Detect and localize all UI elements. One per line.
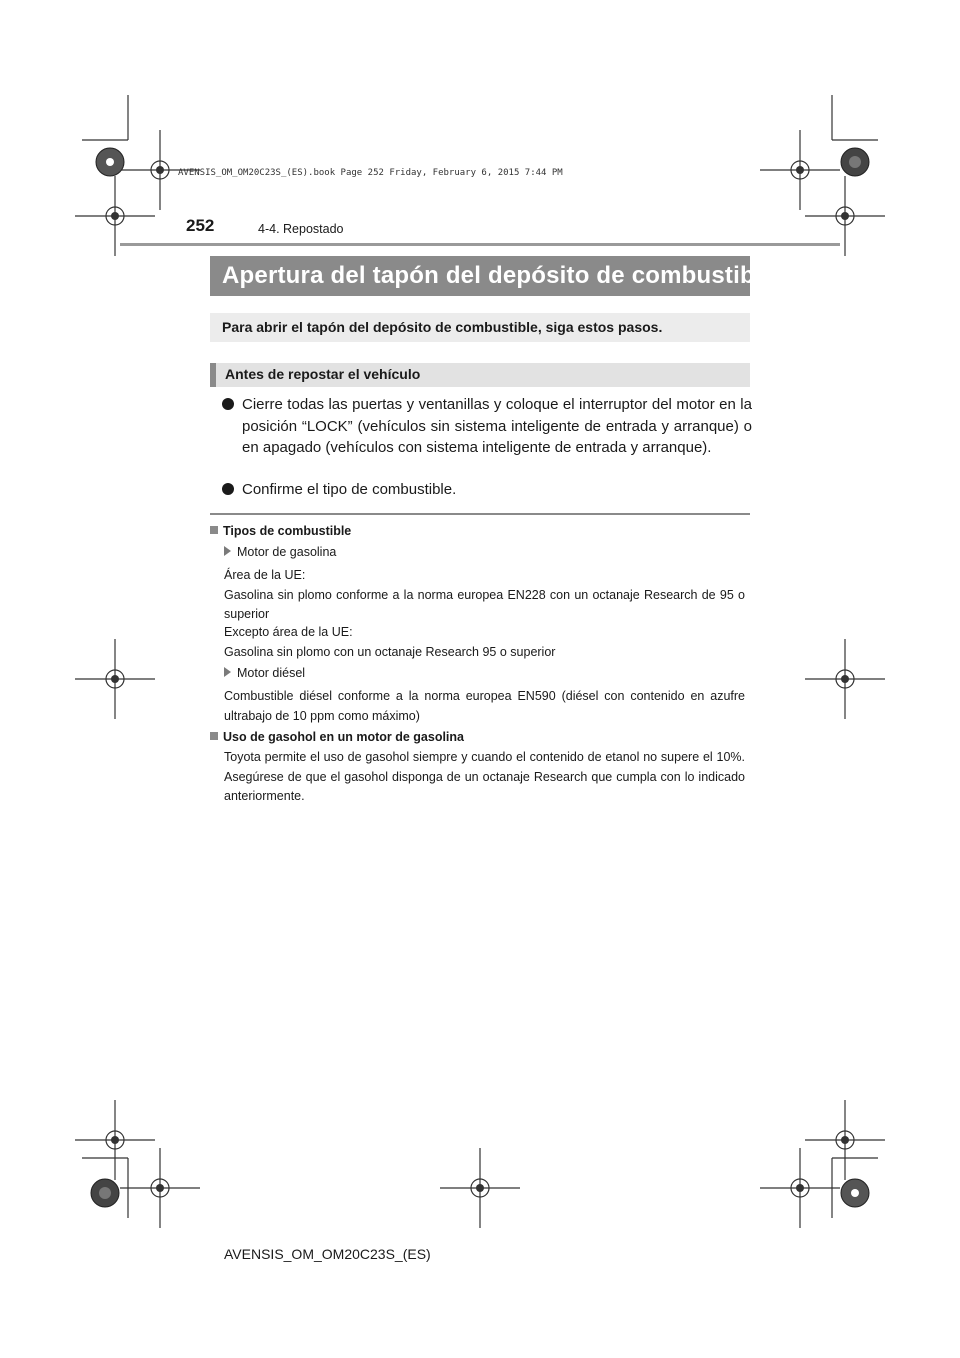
title-bar <box>210 256 776 296</box>
bullet-dot-icon <box>222 398 234 410</box>
paragraph-non-eu <box>224 623 745 662</box>
note-heading-gasohol <box>210 730 464 744</box>
note-heading-text: Uso de gasohol en un motor de gasolina <box>223 730 464 744</box>
sub-item-diesel <box>224 666 305 680</box>
intro-text: Para abrir el tapón del depósito de combustible, siga estos pasos. <box>222 319 663 335</box>
section-label: 4-4. Repostado <box>258 222 344 236</box>
color-target-mark <box>91 148 869 1207</box>
triangle-bullet-icon <box>224 667 231 677</box>
non-eu-text: Gasolina sin plomo con un octanaje Research 95 o superior <box>224 644 556 659</box>
page-number: 252 <box>186 216 215 235</box>
bullet-dot-icon <box>222 483 234 495</box>
sub-item-label: Motor diésel <box>237 666 306 680</box>
page-title: Apertura del tapón del depósito de combustible <box>222 262 776 289</box>
non-eu-label: Excepto área de la UE: <box>224 625 353 639</box>
bullet-text: Cierre todas las puertas y ventanillas y coloque el interruptor del motor en la posición “LOCK” (vehículos sin sistema inteligente de entrada y arranque) o en apagado (vehículos con sistema inteligente de entrada y arranque). <box>242 396 752 456</box>
square-bullet-icon <box>210 526 218 534</box>
note-heading-fuel-types <box>210 524 351 538</box>
sub-item-gasoline <box>224 545 336 559</box>
eu-label: Área de la UE: <box>224 568 306 582</box>
subsection-heading <box>210 363 750 387</box>
subsection-title: Antes de repostar el vehículo <box>225 366 421 382</box>
sub-item-label: Motor de gasolina <box>237 545 337 559</box>
bullet-text: Confirme el tipo de combustible. <box>242 481 457 498</box>
paragraph-eu <box>224 566 745 625</box>
header-rule <box>120 243 840 246</box>
triangle-bullet-icon <box>224 546 231 556</box>
square-bullet-icon <box>210 732 218 740</box>
intro-box <box>210 313 750 342</box>
section-divider <box>210 513 750 515</box>
book-info-line: AVENSIS_OM_OM20C23S_(ES).book Page 252 Friday, February 6, 2015 7:44 PM <box>178 168 563 178</box>
paragraph-diesel: Combustible diésel conforme a la norma europea EN590 (diésel con contenido en azufre ultrabajo de 10 ppm como máximo) <box>224 689 745 723</box>
note-heading-text: Tipos de combustible <box>223 524 352 538</box>
bullet-item <box>222 479 752 501</box>
bullet-item <box>222 394 752 459</box>
eu-text: Gasolina sin plomo conforme a la norma europea EN228 con un octanaje Research de 95 o superior <box>224 587 745 621</box>
paragraph-gasohol: Toyota permite el uso de gasohol siempre y cuando el contenido de etanol no supere el 10%. Asegúrese de que el gasohol disponga de un octanaje Research que cumpla con lo indicado anteriormente. <box>224 750 745 803</box>
footer-code: AVENSIS_OM_OM20C23S_(ES) <box>224 1246 431 1262</box>
